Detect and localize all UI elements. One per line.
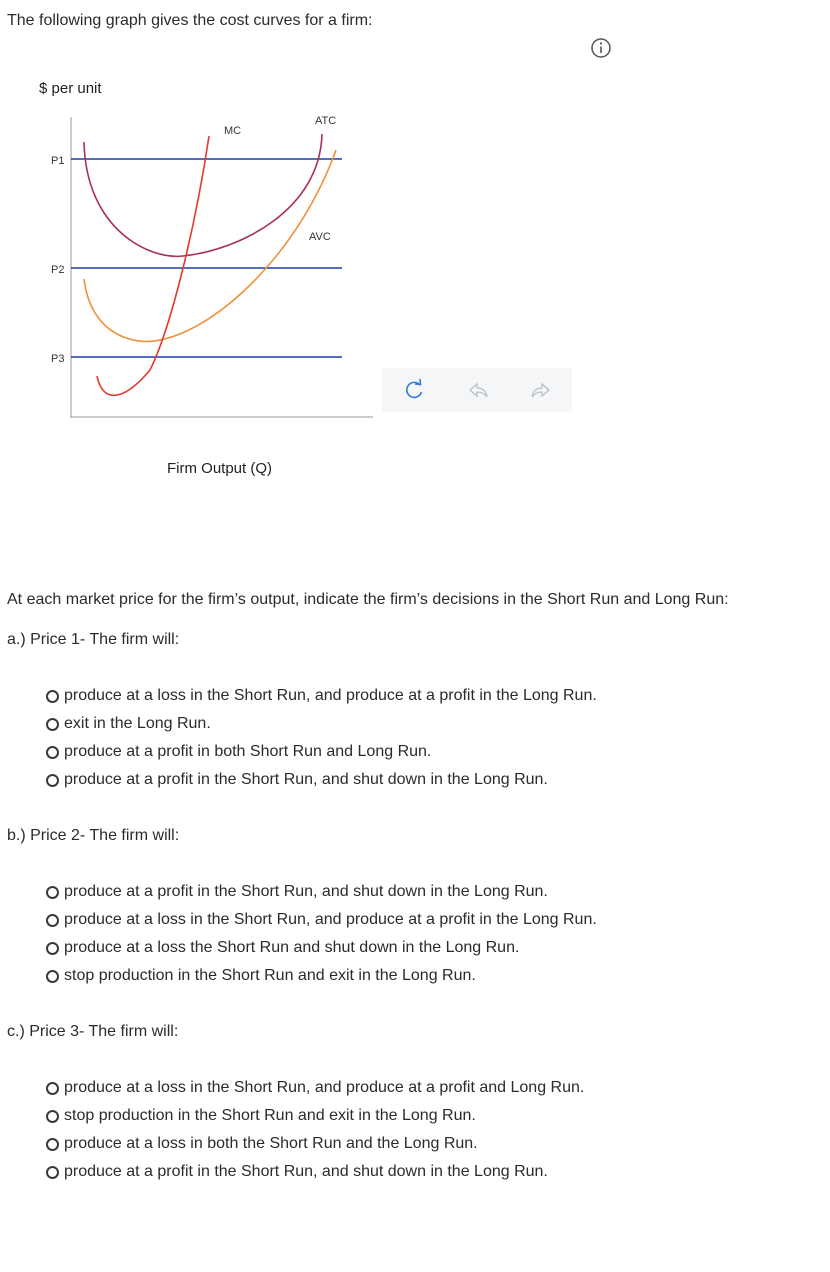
option-label: produce at a loss in the Short Run, and produce at a profit in the Long Run. bbox=[64, 687, 597, 704]
price-label-p2: P2 bbox=[51, 264, 65, 276]
part-a-title: a.) Price 1- The firm will: bbox=[7, 631, 180, 648]
price-lines bbox=[71, 159, 342, 357]
info-icon[interactable] bbox=[590, 37, 612, 59]
radio-button[interactable] bbox=[46, 718, 59, 731]
radio-button[interactable] bbox=[46, 942, 59, 955]
cost-curves-graph bbox=[0, 60, 600, 500]
option-label: exit in the Long Run. bbox=[64, 715, 211, 732]
x-axis-label: Firm Output (Q) bbox=[167, 460, 273, 477]
option-label: stop production in the Short Run and exit in the Long Run. bbox=[64, 967, 476, 984]
option-label: produce at a profit in both Short Run and Long Run. bbox=[64, 743, 432, 760]
atc-curve bbox=[84, 134, 322, 256]
option-label: produce at a loss in the Short Run, and produce at a profit and Long Run. bbox=[64, 1079, 585, 1096]
part-c-title: c.) Price 3- The firm will: bbox=[7, 1023, 179, 1040]
part-b-option-2[interactable] bbox=[46, 906, 597, 934]
part-a-option-2[interactable] bbox=[46, 710, 597, 738]
avc-label: AVC bbox=[309, 231, 331, 243]
option-label: stop production in the Short Run and exit in the Long Run. bbox=[64, 1107, 476, 1124]
part-a-option-3[interactable] bbox=[46, 738, 597, 766]
option-label: produce at a profit in the Short Run, and shut down in the Long Run. bbox=[64, 771, 548, 788]
price-label-p3: P3 bbox=[51, 353, 65, 365]
option-label: produce at a profit in the Short Run, and shut down in the Long Run. bbox=[64, 1163, 548, 1180]
radio-button[interactable] bbox=[46, 1110, 59, 1123]
option-label: produce at a loss in the Short Run, and produce at a profit in the Long Run. bbox=[64, 911, 597, 928]
radio-button[interactable] bbox=[46, 914, 59, 927]
part-b-option-1[interactable] bbox=[46, 878, 597, 906]
part-b-title: b.) Price 2- The firm will: bbox=[7, 827, 180, 844]
redo-icon[interactable] bbox=[525, 374, 557, 406]
option-label: produce at a profit in the Short Run, and shut down in the Long Run. bbox=[64, 883, 548, 900]
part-c-option-1[interactable] bbox=[46, 1074, 584, 1102]
radio-button[interactable] bbox=[46, 1166, 59, 1179]
atc-label: ATC bbox=[315, 115, 337, 127]
avc-curve bbox=[84, 150, 336, 341]
part-c-options bbox=[46, 1074, 584, 1186]
graph-toolbar bbox=[382, 368, 572, 412]
radio-button[interactable] bbox=[46, 886, 59, 899]
part-c-option-2[interactable] bbox=[46, 1102, 584, 1130]
intro-text: The following graph gives the cost curves for a firm: bbox=[7, 12, 373, 29]
part-a-options bbox=[46, 682, 597, 794]
radio-button[interactable] bbox=[46, 1082, 59, 1095]
part-b-option-4[interactable] bbox=[46, 962, 597, 990]
question-text: At each market price for the firm’s output, indicate the firm’s decisions in the Short Run and Long Run: bbox=[7, 591, 729, 608]
part-c-option-3[interactable] bbox=[46, 1130, 584, 1158]
reset-icon[interactable] bbox=[398, 374, 430, 406]
undo-icon[interactable] bbox=[462, 374, 494, 406]
part-a-option-4[interactable] bbox=[46, 766, 597, 794]
option-label: produce at a loss the Short Run and shut down in the Long Run. bbox=[64, 939, 520, 956]
part-b-options bbox=[46, 878, 597, 990]
radio-button[interactable] bbox=[46, 690, 59, 703]
option-label: produce at a loss in both the Short Run and the Long Run. bbox=[64, 1135, 478, 1152]
price-label-p1: P1 bbox=[51, 155, 65, 167]
y-axis-label: $ per unit bbox=[39, 80, 102, 97]
mc-label: MC bbox=[224, 125, 242, 137]
part-b-option-3[interactable] bbox=[46, 934, 597, 962]
radio-button[interactable] bbox=[46, 746, 59, 759]
radio-button[interactable] bbox=[46, 970, 59, 983]
part-a-option-1[interactable] bbox=[46, 682, 597, 710]
part-c-option-4[interactable] bbox=[46, 1158, 584, 1186]
radio-button[interactable] bbox=[46, 774, 59, 787]
radio-button[interactable] bbox=[46, 1138, 59, 1151]
